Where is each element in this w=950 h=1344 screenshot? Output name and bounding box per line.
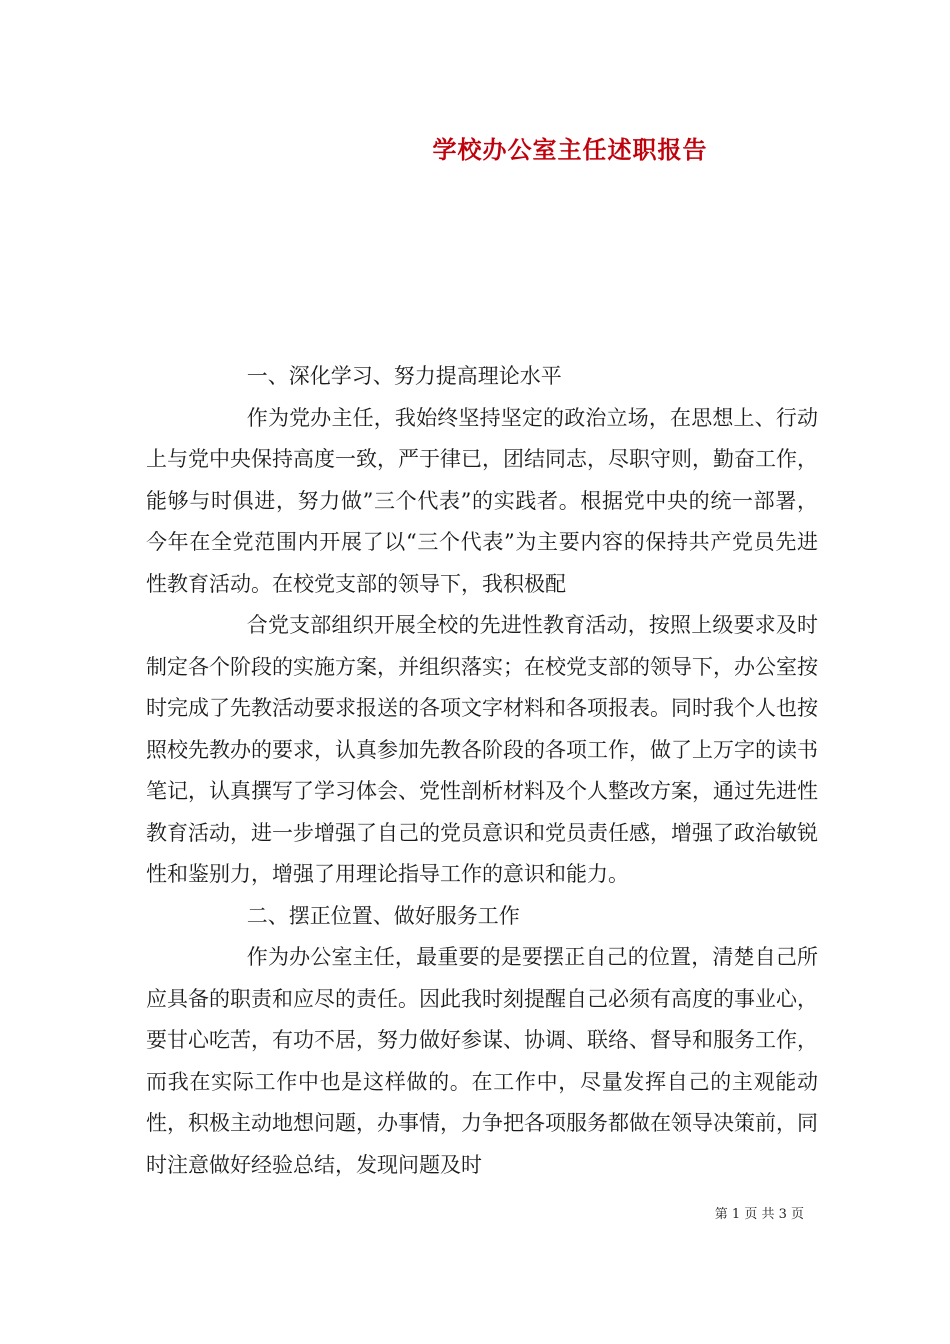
paragraph: 作为党办主任，我始终坚持坚定的政治立场，在思想上、行动上与党中央保持高度一致，严于律已，团结同志，尽职守则，勤奋工作，能够与时俱进，努力做”三个代表”的实践者。根据党中央的统一部署，今年在全党范围内开展了以“三个代表”为主要内容的保持共产党员先进性教育活动。在校党支部的领导下，我积极配 (146, 405, 818, 596)
paragraph: 合党支部组织开展全校的先进性教育活动，按照上级要求及时制定各个阶段的实施方案，并组织落实；在校党支部的领导下，办公室按时完成了先教活动要求报送的各项文字材料和各项报表。同时我个人也按照校先教办的要求，认真参加先教各阶段的各项工作，做了上万字的读书笔记，认真撰写了学习体会、党性剖析材料及个人整改方案，通过先进性教育活动，进一步增强了自己的党员意识和党员责任感，增强了政治敏锐性和鉴别力，增强了用理论指导工作的意识和能力。 (146, 613, 818, 886)
document-body (146, 356, 818, 1186)
section-heading-2: 二、摆正位置、做好服务工作 (246, 903, 520, 928)
page-number: 第 1 页 共 3 页 (714, 1207, 804, 1222)
paragraph: 作为办公室主任，最重要的是要摆正自己的位置，清楚自己所应具备的职责和应尽的责任。因此我时刻提醒自己必须有高度的事业心，要甘心吃苦，有功不居，努力做好参谋、协调、联络、督导和服务工作，而我在实际工作中也是这样做的。在工作中，尽量发挥自己的主观能动性，积极主动地想问题，办事情，力争把各项服务都做在领导决策前，同时注意做好经验总结，发现问题及时 (146, 945, 818, 1177)
section-heading-1: 一、深化学习、努力提高理论水平 (246, 364, 562, 388)
document-title: 学校办公室主任述职报告 (432, 135, 708, 164)
